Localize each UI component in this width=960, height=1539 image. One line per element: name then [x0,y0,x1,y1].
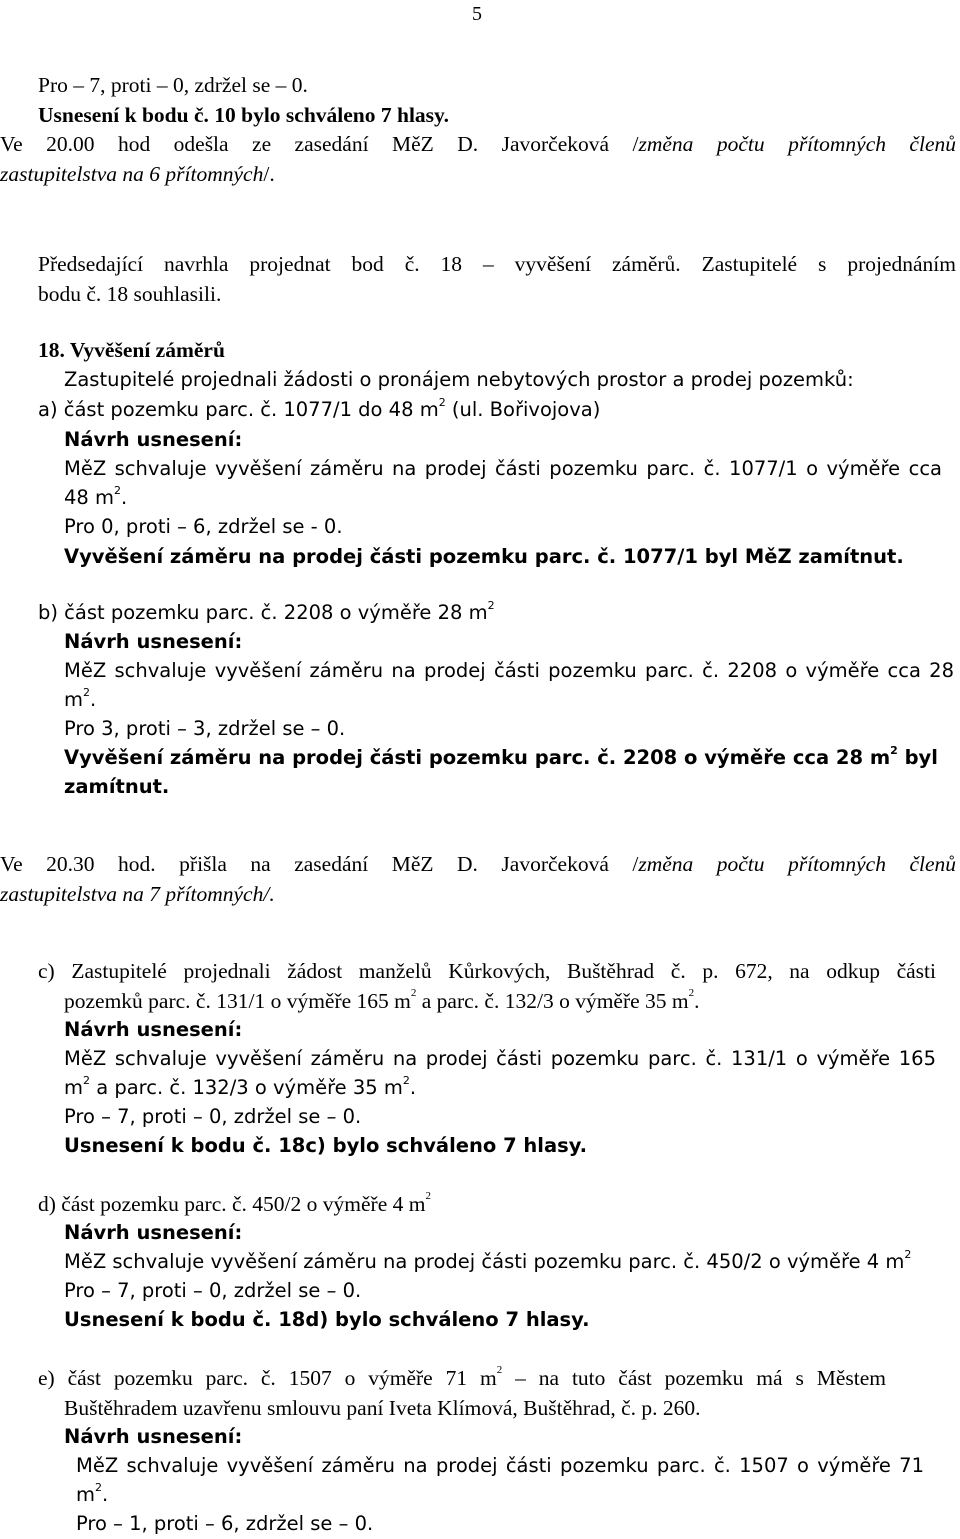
item-d-title: d) část pozemku parc. č. 450/2 o výměře 4 $m^2$ [38,1190,431,1216]
section-heading: 18. Vyvěšení záměrů [38,338,225,362]
arrival-line: Ve 20.30 hod. přišla na zasedání MěZ D. Javorčeková /změna počtu přítomných členů [0,852,956,876]
chair-statement: Předsedající navrhla projednat bod č. 18 – vyvěšení záměrů. Zastupitelé s projednáním [38,252,956,276]
item-a-proposal-continued: 48 $m^2$. [64,484,128,509]
item-d-proposal: MěZ schvaluje vyvěšení záměru na prodej části pozemku parc. č. 450/2 o výměře 4 $m^2$ [64,1248,912,1273]
departure-line: Ve 20.00 hod odešla ze zasedání MěZ D. Javorčeková /změna počtu přítomných členů [0,132,956,156]
item-c-vote: Pro – 7, proti – 0, zdržel se – 0. [64,1105,362,1128]
item-a-vote: Pro 0, proti – 6, zdržel se - 0. [64,515,343,538]
resolution-line: Usnesení k bodu č. 10 bylo schváleno 7 hlasy. [38,103,449,127]
item-d-result: Usnesení k bodu č. 18d) bylo schváleno 7 hlasy. [64,1308,590,1331]
item-a-result: Vyvěšení záměru na prodej části pozemku parc. č. 1077/1 byl MěZ zamítnut. [64,545,904,568]
item-b-result-continued: zamítnut. [64,775,170,798]
item-e-title-continued: Buštěhradem uzavřenu smlouvu paní Iveta Klímová, Buštěhrad, č. p. 260. [64,1396,701,1420]
item-c-proposal-continued: $m^2$ a parc. č. 132/3 o výměře 35 $m^2$. [64,1074,417,1099]
item-a-title: a) část pozemku parc. č. 1077/1 do 48 $m^2$ (ul. Bořivojova) [38,396,601,421]
item-e-proposal: MěZ schvaluje vyvěšení záměru na prodej části pozemku parc. č. 1507 o výměře 71 [76,1454,924,1477]
item-b-vote: Pro 3, proti – 3, zdržel se – 0. [64,717,346,740]
chair-statement-continued: bodu č. 18 souhlasili. [38,282,222,306]
proposal-label: Návrh usnesení: [64,1018,243,1041]
proposal-label: Návrh usnesení: [64,630,243,653]
item-b-proposal: MěZ schvaluje vyvěšení záměru na prodej části pozemku parc. č. 2208 o výměře cca 28 [64,659,954,682]
proposal-label: Návrh usnesení: [64,1221,243,1244]
item-b-proposal-continued: $m^2$. [64,686,97,711]
proposal-label: Návrh usnesení: [64,1425,243,1448]
item-e-title: e) část pozemku parc. č. 1507 o výměře 71 $m^2$ – na tuto část pozemku má s Městem [38,1364,886,1390]
item-c-title-continued: pozemků parc. č. 131/1 o výměře 165 $m^2$ a parc. č. 132/3 o výměře 35 $m^2$. [64,987,700,1013]
item-b-title: b) část pozemku parc. č. 2208 o výměře 28 $m^2$ [38,599,495,624]
item-c-title: c) Zastupitelé projednali žádost manželů Kůrkových, Buštěhrad č. p. 672, na odkup části [38,959,936,983]
arrival-line-continued: zastupitelstva na 7 přítomných/. [0,882,275,906]
item-c-result: Usnesení k bodu č. 18c) bylo schváleno 7 hlasy. [64,1134,588,1157]
page-number: 5 [472,3,482,25]
section-intro: Zastupitelé projednali žádosti o pronájem nebytových prostor a prodej pozemků: [64,368,854,391]
departure-line-continued: zastupitelstva na 6 přítomných/. [0,162,275,186]
vote-line: Pro – 7, proti – 0, zdržel se – 0. [38,73,308,97]
proposal-label: Návrh usnesení: [64,428,243,451]
item-d-vote: Pro – 7, proti – 0, zdržel se – 0. [64,1279,362,1302]
item-e-vote: Pro – 1, proti – 6, zdržel se – 0. [76,1512,374,1535]
item-b-result: Vyvěšení záměru na prodej části pozemku parc. č. 2208 o výměře cca 28 $m^2$ byl [64,744,938,769]
item-a-proposal: MěZ schvaluje vyvěšení záměru na prodej části pozemku parc. č. 1077/1 o výměře cca [64,457,942,480]
item-c-proposal: MěZ schvaluje vyvěšení záměru na prodej části pozemku parc. č. 131/1 o výměře 165 [64,1047,936,1070]
item-e-proposal-continued: $m^2$. [76,1481,109,1506]
